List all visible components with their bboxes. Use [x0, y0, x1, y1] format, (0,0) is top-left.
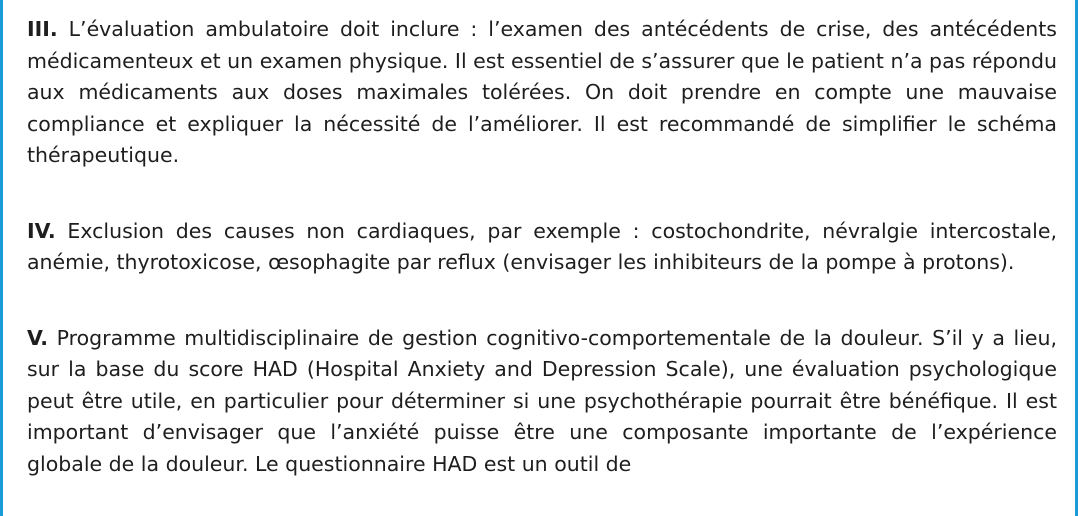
section-number: III. [27, 17, 58, 41]
section-iii [27, 14, 1057, 172]
document-body [27, 14, 1057, 516]
section-v [27, 323, 1057, 481]
section-text: Programme multidisciplinaire de gestion cognitivo-comportementale de la douleur. S’il y a lieu, sur la base du score HAD (Hospital Anxiety and Depression Scale), une évaluation psychologique peut être utile, en particulier pour déterminer si une psychothérapie pourrait être bénéfique. Il est important d’envisager que l’anxiété puisse être une composante importante de l’expérience globale de la douleur. Le questionnaire HAD est un outil de [27, 325, 1057, 476]
section-text: Exclusion des causes non cardiaques, par exemple : costochondrite, névralgie intercostale, anémie, thyrotoxicose, œsophagite par reflux (envisager les inhibiteurs de la pompe à protons). [27, 218, 1057, 274]
section-number: IV. [27, 218, 56, 243]
section-text: L’évaluation ambulatoire doit inclure : l’examen des antécédents de crise, des antécédents médicamenteux et un examen physique. Il est essentiel de s’assurer que le patient n’a pas répondu aux médicaments aux doses maximales tolérées. On doit prendre en compte une mauvaise compliance et expliquer la nécessité de l’améliorer. Il est recommandé de simplifier le schéma thérapeutique. [27, 17, 1057, 167]
section-number: V. [27, 325, 49, 350]
section-iv [27, 216, 1057, 279]
